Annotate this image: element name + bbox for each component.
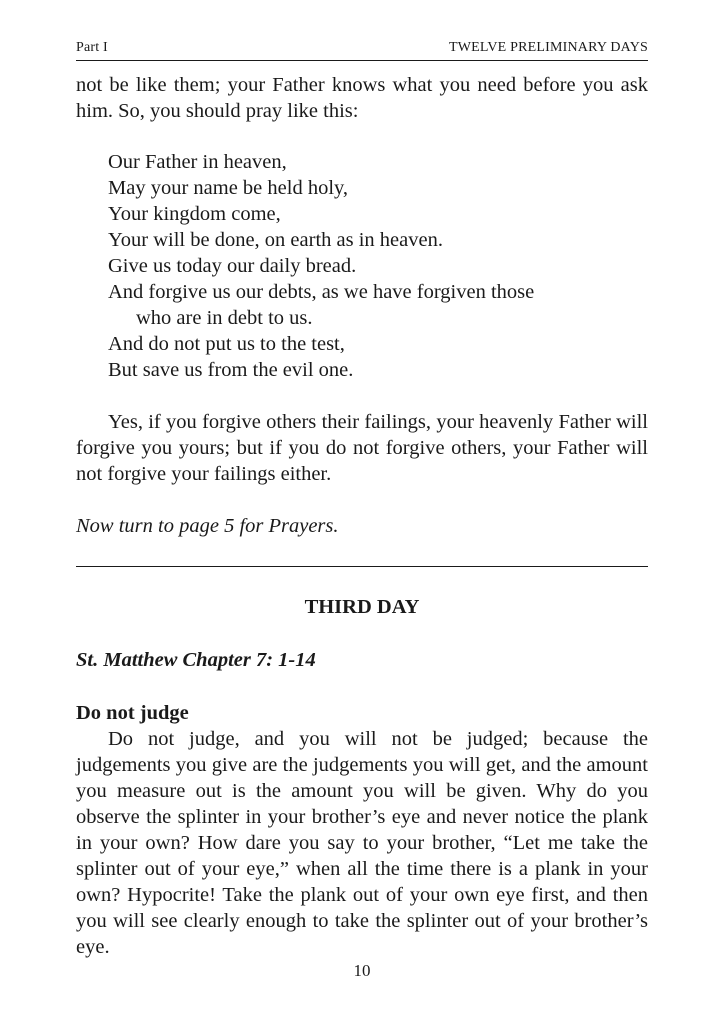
- day-title: THIRD DAY: [304, 596, 420, 618]
- prayer-line: May your name be held holy,: [108, 177, 349, 199]
- intro-paragraph: not be like them; your Father knows what you need before you ask him. So, you should pray like this:: [76, 74, 648, 122]
- prayer-line: Our Father in heaven,: [108, 151, 287, 173]
- prayer-line: And do not put us to the test,: [108, 333, 345, 355]
- prayer-line: who are in debt to us.: [136, 307, 313, 329]
- header-section-title: TWELVE PRELIMINARY DAYS: [448, 40, 648, 55]
- prayer-line: But save us from the evil one.: [108, 359, 354, 381]
- judge-paragraph: Do not judge, and you will not be judged; because the judgements you give are the judgements you will get, and the amount you measure out is the amount you will be given. Why do you observe the splinter in your brother’s eye and never notice the plank in your own? How dare you say to your brother, “Let me take the splinter out of your eye,” when all the time there is a plank in your own? Hypocrite! Take the plank out of your own eye first, and then you will see clearly enough to take the splinter out of your brother’s eye.: [76, 728, 648, 958]
- forgive-paragraph: Yes, if you forgive others their failings, your heavenly Father will forgive you yours; but if you do not forgive others, your Father will not forgive your failings either.: [76, 411, 648, 485]
- section-divider: [76, 566, 648, 567]
- prayer-line: Your kingdom come,: [108, 203, 281, 225]
- section-heading: Do not judge: [76, 702, 189, 724]
- prayers-instruction: Now turn to page 5 for Prayers.: [76, 515, 339, 537]
- header-part-label: Part I: [76, 40, 108, 55]
- reading-reference: St. Matthew Chapter 7: 1-14: [76, 649, 316, 671]
- running-header: [76, 38, 648, 61]
- lords-prayer: [108, 149, 534, 383]
- book-page: [76, 0, 648, 1024]
- page-number: 10: [353, 961, 371, 980]
- prayer-line: Give us today our daily bread.: [108, 255, 357, 277]
- prayer-line: And forgive us our debts, as we have forgiven those: [108, 281, 535, 303]
- prayer-line: Your will be done, on earth as in heaven.: [108, 229, 443, 251]
